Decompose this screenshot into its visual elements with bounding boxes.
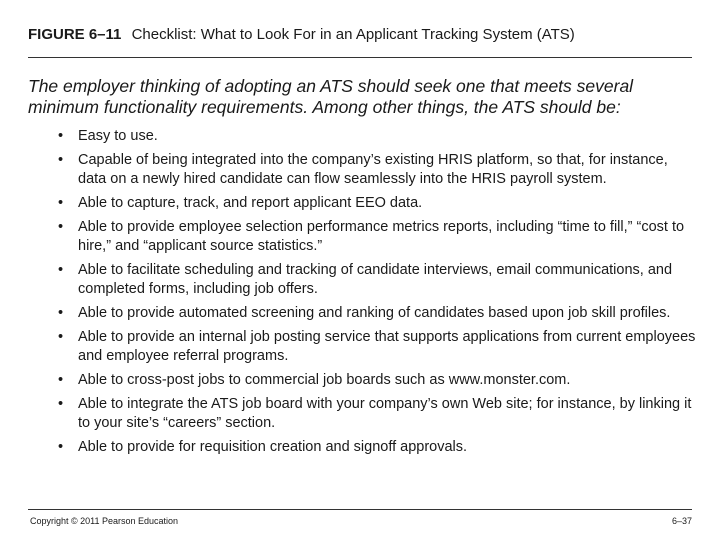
bottom-divider (28, 509, 692, 510)
checklist-item (56, 304, 696, 323)
bullet-icon: • (58, 439, 64, 455)
page-number: 6–37 (671, 516, 692, 526)
bullet-icon: • (58, 152, 64, 168)
checklist-item (56, 151, 696, 189)
bullet-icon: • (58, 329, 64, 345)
intro-paragraph: The employer thinking of adopting an ATS should seek one that meets several minimum functionality requirements. Among other things, the ATS should be: (28, 76, 634, 117)
checklist-item-text: Able to provide an internal job posting service that supports applications from current employees and employee referral programs. (78, 329, 696, 364)
checklist-item (56, 328, 696, 366)
checklist-item (56, 438, 696, 457)
checklist-item-text: Able to facilitate scheduling and tracking of candidate interviews, email communications, and completed forms, including job offers. (78, 262, 673, 297)
checklist-item (56, 127, 696, 146)
checklist (56, 127, 696, 462)
checklist-item-text: Able to provide automated screening and ranking of candidates based upon job skill profiles. (78, 305, 671, 321)
bullet-icon: • (58, 195, 64, 211)
checklist-item (56, 261, 696, 299)
checklist-item (56, 218, 696, 256)
figure-label: FIGURE 6–11 (28, 26, 122, 43)
checklist-item-text: Able to provide employee selection performance metrics reports, including “time to fill,” “cost to hire,” and “applicant source statistics.” (78, 219, 685, 254)
bullet-icon: • (58, 128, 64, 144)
figure-title: Checklist: What to Look For in an Applicant Tracking System (ATS) (131, 26, 575, 43)
copyright-notice: Copyright © 2011 Pearson Education (30, 516, 179, 526)
checklist-item-text: Able to capture, track, and report applicant EEO data. (78, 195, 423, 211)
bullet-icon: • (58, 305, 64, 321)
bullet-icon: • (58, 396, 64, 412)
checklist-item-text: Easy to use. (78, 128, 158, 144)
bullet-icon: • (58, 372, 64, 388)
top-divider (28, 57, 692, 58)
checklist-item-text: Able to integrate the ATS job board with your company’s own Web site; for instance, by linking it to your site’s “careers” section. (78, 396, 692, 431)
checklist-item (56, 395, 696, 433)
checklist-item-text: Capable of being integrated into the company’s existing HRIS platform, so that, for instance, data on a newly hired candidate can flow seamlessly into the HRIS payroll system. (78, 152, 668, 187)
checklist-item-text: Able to cross-post jobs to commercial job boards such as www.monster.com. (78, 372, 571, 388)
bullet-icon: • (58, 219, 64, 235)
checklist-item-text: Able to provide for requisition creation and signoff approvals. (78, 439, 468, 455)
checklist-item (56, 194, 696, 213)
checklist-item (56, 371, 696, 390)
bullet-icon: • (58, 262, 64, 278)
figure-header (28, 26, 692, 44)
